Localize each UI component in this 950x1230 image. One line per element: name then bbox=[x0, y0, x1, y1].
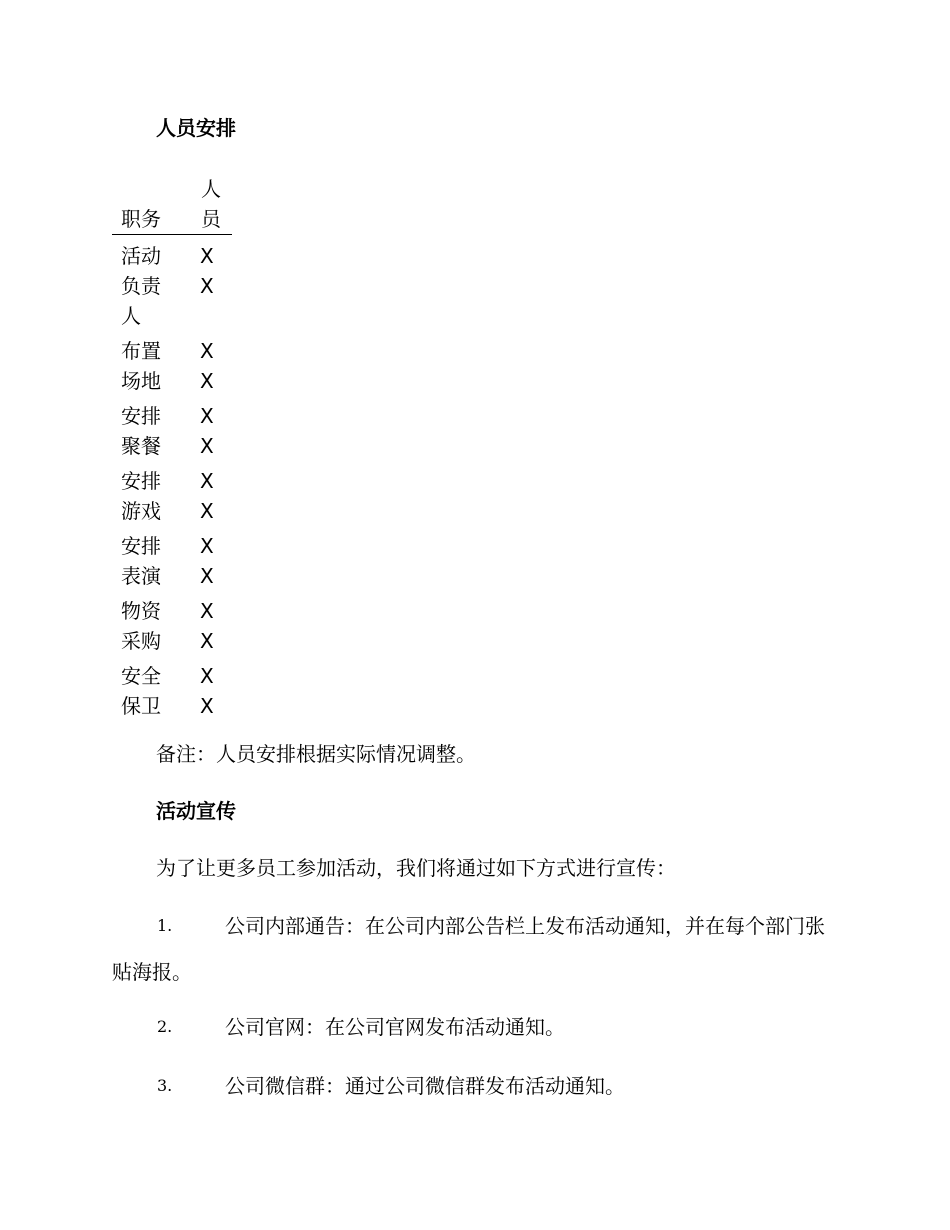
table-cell-person: XX bbox=[200, 534, 214, 588]
section-heading-promotion: 活动宣传 bbox=[156, 799, 236, 823]
table-cell-person: XX bbox=[200, 404, 214, 458]
list-item-text: 公司微信群：通过公司微信群发布活动通知。 bbox=[225, 1074, 625, 1098]
table-cell-role: 活动负责人 bbox=[121, 244, 161, 328]
table-row bbox=[112, 592, 232, 657]
list-item-text: 公司官网：在公司官网发布活动通知。 bbox=[225, 1015, 565, 1039]
table-header-role: 职务 bbox=[121, 207, 161, 231]
table-row bbox=[112, 397, 232, 462]
promotion-intro: 为了让更多员工参加活动，我们将通过如下方式进行宣传： bbox=[156, 856, 676, 880]
table-header-row bbox=[112, 172, 232, 235]
table-cell-role: 安排聚餐 bbox=[121, 404, 161, 458]
table-header-person: 人员 bbox=[201, 177, 221, 231]
table-cell-person: XX bbox=[200, 244, 214, 298]
table-cell-person: XX bbox=[200, 339, 214, 393]
table-row bbox=[112, 462, 232, 527]
list-item bbox=[112, 1063, 842, 1109]
staffing-table bbox=[112, 172, 232, 722]
table-cell-person: XX bbox=[200, 469, 214, 523]
table-cell-role: 安排游戏 bbox=[121, 469, 161, 523]
list-item-text: 公司内部通告：在公司内部公告栏上发布活动通知，并在每个部门张贴海报。 bbox=[112, 914, 825, 984]
table-cell-role: 安全保卫 bbox=[121, 664, 161, 718]
staffing-note: 备注：人员安排根据实际情况调整。 bbox=[156, 742, 476, 766]
list-item bbox=[112, 903, 842, 995]
table-row bbox=[112, 235, 232, 332]
table-cell-person: XX bbox=[200, 599, 214, 653]
section-heading-staffing: 人员安排 bbox=[156, 116, 236, 140]
table-row bbox=[112, 657, 232, 722]
table-cell-role: 物资采购 bbox=[121, 599, 161, 653]
list-item-number: 3. bbox=[157, 1076, 173, 1095]
table-cell-role: 安排表演 bbox=[121, 534, 161, 588]
table-cell-role: 布置场地 bbox=[121, 339, 161, 393]
list-item-number: 1. bbox=[157, 916, 173, 935]
table-cell-person: XX bbox=[200, 664, 214, 718]
list-item-number: 2. bbox=[157, 1017, 173, 1036]
list-item bbox=[112, 1004, 842, 1050]
table-row bbox=[112, 527, 232, 592]
table-row bbox=[112, 332, 232, 397]
